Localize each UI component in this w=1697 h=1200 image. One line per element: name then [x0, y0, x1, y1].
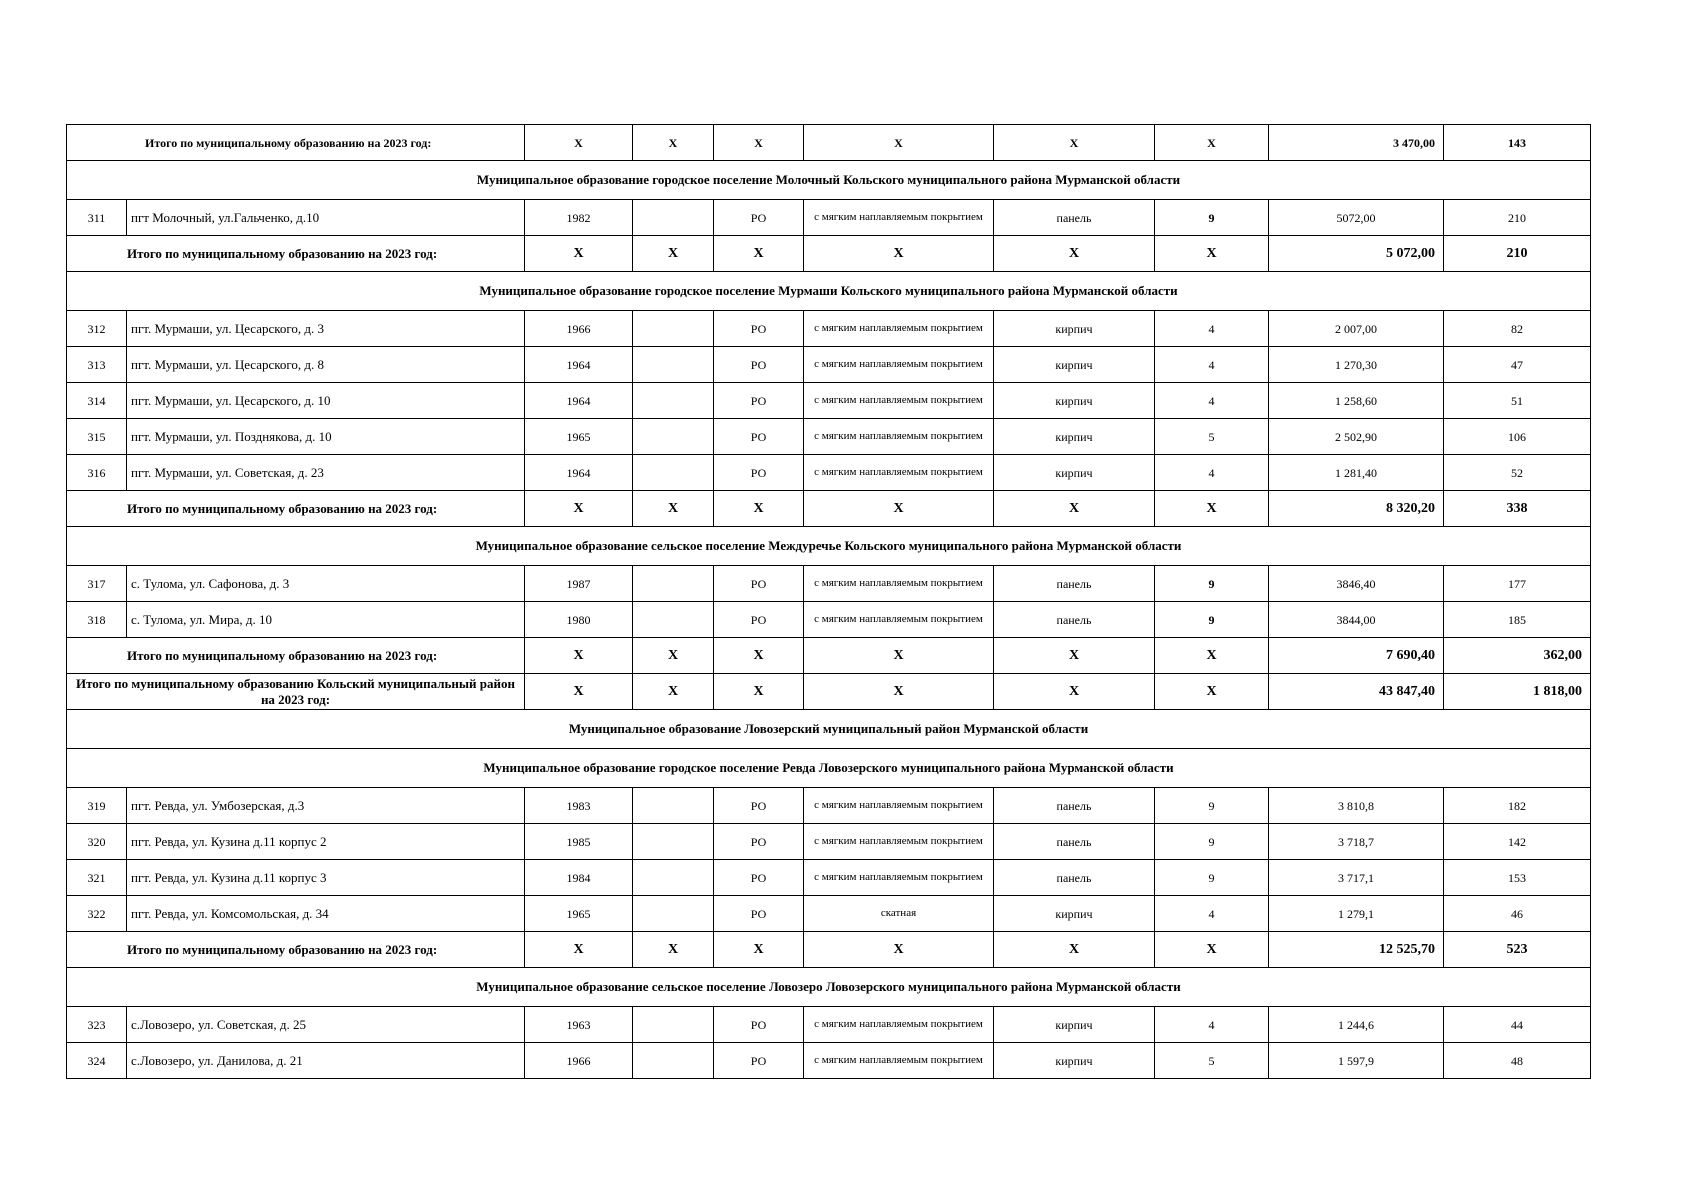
work-cell [633, 824, 714, 860]
apartments-cell: 153 [1444, 860, 1591, 896]
wall-material-cell: кирпич [994, 347, 1155, 383]
total-area-cell: 7 690,40 [1269, 638, 1444, 674]
address-cell: с. Тулома, ул. Мира, д. 10 [127, 602, 525, 638]
municipality-name: Муниципальное образование городское поселение Мурмаши Кольского муниципального района Мурманской области [67, 272, 1591, 311]
year-cell: 1964 [525, 383, 633, 419]
work-cell [633, 788, 714, 824]
wall-material-cell: кирпич [994, 455, 1155, 491]
wall-material-cell: кирпич [994, 311, 1155, 347]
subtotal-row [67, 932, 1591, 968]
x-mark: Х [994, 236, 1155, 272]
municipality-name: Муниципальное образование Ловозерский муниципальный район Мурманской области [67, 710, 1591, 749]
floors-cell: 9 [1155, 200, 1269, 236]
total-area-cell: 5 072,00 [1269, 236, 1444, 272]
apartments-cell: 182 [1444, 788, 1591, 824]
type-cell: РО [714, 311, 804, 347]
x-mark: Х [1155, 932, 1269, 968]
apartments-cell: 106 [1444, 419, 1591, 455]
row-number-cell: 321 [67, 860, 127, 896]
floors-cell: 4 [1155, 455, 1269, 491]
x-mark: Х [1155, 491, 1269, 527]
x-mark: Х [525, 491, 633, 527]
roof-type-cell: с мягким наплавляемым покрытием [804, 1043, 994, 1079]
wall-material-cell: панель [994, 200, 1155, 236]
apartments-cell: 185 [1444, 602, 1591, 638]
floors-cell: 4 [1155, 311, 1269, 347]
address-cell: пгт. Мурмаши, ул. Позднякова, д. 10 [127, 419, 525, 455]
x-mark: Х [1155, 674, 1269, 710]
work-cell [633, 896, 714, 932]
table-row [67, 788, 1591, 824]
work-cell [633, 200, 714, 236]
municipality-name: Муниципальное образование городское поселение Молочный Кольского муниципального района Мурманской области [67, 161, 1591, 200]
row-number-cell: 314 [67, 383, 127, 419]
type-cell: РО [714, 455, 804, 491]
year-cell: 1980 [525, 602, 633, 638]
wall-material-cell: кирпич [994, 896, 1155, 932]
area-cell: 3846,40 [1269, 566, 1444, 602]
roof-type-cell: с мягким наплавляемым покрытием [804, 455, 994, 491]
row-number-cell: 312 [67, 311, 127, 347]
address-cell: пгт. Мурмаши, ул. Цесарского, д. 3 [127, 311, 525, 347]
subtotal-row [67, 236, 1591, 272]
roof-type-cell: с мягким наплавляемым покрытием [804, 419, 994, 455]
subtotal-row [67, 125, 1591, 161]
roof-type-cell: с мягким наплавляемым покрытием [804, 200, 994, 236]
x-mark: Х [714, 674, 804, 710]
row-number-cell: 317 [67, 566, 127, 602]
year-cell: 1963 [525, 1007, 633, 1043]
table-row [67, 200, 1591, 236]
area-cell: 2 007,00 [1269, 311, 1444, 347]
type-cell: РО [714, 566, 804, 602]
x-mark: Х [714, 125, 804, 161]
wall-material-cell: кирпич [994, 1043, 1155, 1079]
total-area-cell: 12 525,70 [1269, 932, 1444, 968]
work-cell [633, 311, 714, 347]
apartments-cell: 82 [1444, 311, 1591, 347]
row-number-cell: 311 [67, 200, 127, 236]
municipality-header-row [67, 527, 1591, 566]
roof-type-cell: с мягким наплавляемым покрытием [804, 602, 994, 638]
x-mark: Х [994, 491, 1155, 527]
grand-total-row [67, 674, 1591, 710]
table-row [67, 566, 1591, 602]
wall-material-cell: панель [994, 788, 1155, 824]
x-mark: Х [804, 491, 994, 527]
wall-material-cell: кирпич [994, 1007, 1155, 1043]
x-mark: Х [1155, 638, 1269, 674]
area-cell: 3844,00 [1269, 602, 1444, 638]
total-area-cell: 8 320,20 [1269, 491, 1444, 527]
x-mark: Х [714, 236, 804, 272]
floors-cell: 9 [1155, 824, 1269, 860]
subtotal-row [67, 491, 1591, 527]
roof-type-cell: с мягким наплавляемым покрытием [804, 860, 994, 896]
year-cell: 1984 [525, 860, 633, 896]
subtotal-label: Итого по муниципальному образованию на 2023 год: [67, 125, 525, 161]
municipality-name: Муниципальное образование городское поселение Ревда Ловозерского муниципального района Мурманской области [67, 749, 1591, 788]
municipality-header-row [67, 272, 1591, 311]
floors-cell: 9 [1155, 788, 1269, 824]
x-mark: Х [994, 638, 1155, 674]
year-cell: 1964 [525, 455, 633, 491]
area-cell: 3 810,8 [1269, 788, 1444, 824]
work-cell [633, 419, 714, 455]
work-cell [633, 1007, 714, 1043]
work-cell [633, 455, 714, 491]
table-row [67, 896, 1591, 932]
apartments-cell: 52 [1444, 455, 1591, 491]
roof-type-cell: с мягким наплавляемым покрытием [804, 383, 994, 419]
type-cell: РО [714, 1007, 804, 1043]
x-mark: Х [1155, 236, 1269, 272]
x-mark: Х [804, 236, 994, 272]
register-body [67, 125, 1591, 1079]
type-cell: РО [714, 824, 804, 860]
roof-type-cell: с мягким наплавляемым покрытием [804, 347, 994, 383]
roof-type-cell: с мягким наплавляемым покрытием [804, 824, 994, 860]
floors-cell: 4 [1155, 1007, 1269, 1043]
x-mark: Х [525, 674, 633, 710]
x-mark: Х [633, 125, 714, 161]
floors-cell: 4 [1155, 896, 1269, 932]
x-mark: Х [525, 638, 633, 674]
municipality-name: Муниципальное образование сельское поселение Ловозеро Ловозерского муниципального района Мурманской области [67, 968, 1591, 1007]
x-mark: Х [525, 932, 633, 968]
area-cell: 5072,00 [1269, 200, 1444, 236]
apartments-cell: 46 [1444, 896, 1591, 932]
subtotal-label: Итого по муниципальному образованию на 2023 год: [67, 638, 525, 674]
total-apartments-cell: 362,00 [1444, 638, 1591, 674]
work-cell [633, 860, 714, 896]
total-apartments-cell: 338 [1444, 491, 1591, 527]
x-mark: Х [525, 236, 633, 272]
address-cell: пгт. Мурмаши, ул. Советская, д. 23 [127, 455, 525, 491]
municipality-name: Муниципальное образование сельское поселение Междуречье Кольского муниципального района Мурманской области [67, 527, 1591, 566]
apartments-cell: 210 [1444, 200, 1591, 236]
work-cell [633, 347, 714, 383]
x-mark: Х [633, 674, 714, 710]
type-cell: РО [714, 1043, 804, 1079]
year-cell: 1965 [525, 419, 633, 455]
row-number-cell: 316 [67, 455, 127, 491]
x-mark: Х [994, 674, 1155, 710]
x-mark: Х [804, 932, 994, 968]
address-cell: пгт Молочный, ул.Гальченко, д.10 [127, 200, 525, 236]
x-mark: Х [714, 491, 804, 527]
row-number-cell: 324 [67, 1043, 127, 1079]
x-mark: Х [714, 932, 804, 968]
row-number-cell: 318 [67, 602, 127, 638]
x-mark: Х [804, 674, 994, 710]
row-number-cell: 323 [67, 1007, 127, 1043]
type-cell: РО [714, 419, 804, 455]
roof-type-cell: с мягким наплавляемым покрытием [804, 566, 994, 602]
address-cell: с. Тулома, ул. Сафонова, д. 3 [127, 566, 525, 602]
floors-cell: 4 [1155, 347, 1269, 383]
apartments-cell: 44 [1444, 1007, 1591, 1043]
wall-material-cell: панель [994, 602, 1155, 638]
floors-cell: 5 [1155, 419, 1269, 455]
type-cell: РО [714, 788, 804, 824]
address-cell: пгт. Мурмаши, ул. Цесарского, д. 10 [127, 383, 525, 419]
grand-total-label: Итого по муниципальному образованию Кольский муниципальный район на 2023 год: [67, 674, 525, 710]
housing-repair-register-table [66, 124, 1591, 1079]
address-cell: с.Ловозеро, ул. Советская, д. 25 [127, 1007, 525, 1043]
address-cell: пгт. Ревда, ул. Комсомольская, д. 34 [127, 896, 525, 932]
roof-type-cell: с мягким наплавляемым покрытием [804, 311, 994, 347]
municipality-header-row [67, 968, 1591, 1007]
year-cell: 1966 [525, 1043, 633, 1079]
apartments-cell: 142 [1444, 824, 1591, 860]
type-cell: РО [714, 347, 804, 383]
total-area-cell: 3 470,00 [1269, 125, 1444, 161]
municipality-header-row [67, 710, 1591, 749]
apartments-cell: 51 [1444, 383, 1591, 419]
x-mark: Х [633, 638, 714, 674]
apartments-cell: 48 [1444, 1043, 1591, 1079]
x-mark: Х [714, 638, 804, 674]
area-cell: 1 244,6 [1269, 1007, 1444, 1043]
row-number-cell: 319 [67, 788, 127, 824]
address-cell: пгт. Ревда, ул. Умбозерская, д.3 [127, 788, 525, 824]
table-row [67, 419, 1591, 455]
roof-type-cell: с мягким наплавляемым покрытием [804, 1007, 994, 1043]
type-cell: РО [714, 200, 804, 236]
table-row [67, 1007, 1591, 1043]
subtotal-label: Итого по муниципальному образованию на 2023 год: [67, 491, 525, 527]
table-row [67, 383, 1591, 419]
x-mark: Х [804, 638, 994, 674]
x-mark: Х [994, 125, 1155, 161]
address-cell: пгт. Ревда, ул. Кузина д.11 корпус 2 [127, 824, 525, 860]
table-row [67, 347, 1591, 383]
year-cell: 1983 [525, 788, 633, 824]
area-cell: 1 258,60 [1269, 383, 1444, 419]
area-cell: 1 270,30 [1269, 347, 1444, 383]
wall-material-cell: панель [994, 566, 1155, 602]
total-apartments-cell: 523 [1444, 932, 1591, 968]
x-mark: Х [804, 125, 994, 161]
address-cell: с.Ловозеро, ул. Данилова, д. 21 [127, 1043, 525, 1079]
x-mark: Х [633, 932, 714, 968]
total-apartments-cell: 1 818,00 [1444, 674, 1591, 710]
total-apartments-cell: 143 [1444, 125, 1591, 161]
municipality-header-row [67, 161, 1591, 200]
x-mark: Х [1155, 125, 1269, 161]
address-cell: пгт. Мурмаши, ул. Цесарского, д. 8 [127, 347, 525, 383]
apartments-cell: 47 [1444, 347, 1591, 383]
type-cell: РО [714, 860, 804, 896]
subtotal-row [67, 638, 1591, 674]
table-row [67, 455, 1591, 491]
wall-material-cell: панель [994, 860, 1155, 896]
row-number-cell: 313 [67, 347, 127, 383]
total-area-cell: 43 847,40 [1269, 674, 1444, 710]
row-number-cell: 322 [67, 896, 127, 932]
wall-material-cell: кирпич [994, 383, 1155, 419]
x-mark: Х [525, 125, 633, 161]
year-cell: 1985 [525, 824, 633, 860]
roof-type-cell: с мягким наплавляемым покрытием [804, 788, 994, 824]
floors-cell: 4 [1155, 383, 1269, 419]
area-cell: 1 597,9 [1269, 1043, 1444, 1079]
area-cell: 1 279,1 [1269, 896, 1444, 932]
municipality-header-row [67, 749, 1591, 788]
type-cell: РО [714, 896, 804, 932]
work-cell [633, 383, 714, 419]
roof-type-cell: скатная [804, 896, 994, 932]
table-row [67, 824, 1591, 860]
type-cell: РО [714, 602, 804, 638]
x-mark: Х [994, 932, 1155, 968]
table-row [67, 1043, 1591, 1079]
area-cell: 3 718,7 [1269, 824, 1444, 860]
x-mark: Х [633, 236, 714, 272]
table-row [67, 860, 1591, 896]
row-number-cell: 315 [67, 419, 127, 455]
address-cell: пгт. Ревда, ул. Кузина д.11 корпус 3 [127, 860, 525, 896]
year-cell: 1982 [525, 200, 633, 236]
floors-cell: 9 [1155, 602, 1269, 638]
table-row [67, 311, 1591, 347]
year-cell: 1965 [525, 896, 633, 932]
subtotal-label: Итого по муниципальному образованию на 2023 год: [67, 236, 525, 272]
floors-cell: 9 [1155, 860, 1269, 896]
table-row [67, 602, 1591, 638]
area-cell: 3 717,1 [1269, 860, 1444, 896]
year-cell: 1987 [525, 566, 633, 602]
floors-cell: 9 [1155, 566, 1269, 602]
area-cell: 1 281,40 [1269, 455, 1444, 491]
wall-material-cell: панель [994, 824, 1155, 860]
work-cell [633, 602, 714, 638]
apartments-cell: 177 [1444, 566, 1591, 602]
work-cell [633, 1043, 714, 1079]
total-apartments-cell: 210 [1444, 236, 1591, 272]
floors-cell: 5 [1155, 1043, 1269, 1079]
year-cell: 1966 [525, 311, 633, 347]
work-cell [633, 566, 714, 602]
x-mark: Х [633, 491, 714, 527]
area-cell: 2 502,90 [1269, 419, 1444, 455]
row-number-cell: 320 [67, 824, 127, 860]
wall-material-cell: кирпич [994, 419, 1155, 455]
type-cell: РО [714, 383, 804, 419]
year-cell: 1964 [525, 347, 633, 383]
subtotal-label: Итого по муниципальному образованию на 2023 год: [67, 932, 525, 968]
